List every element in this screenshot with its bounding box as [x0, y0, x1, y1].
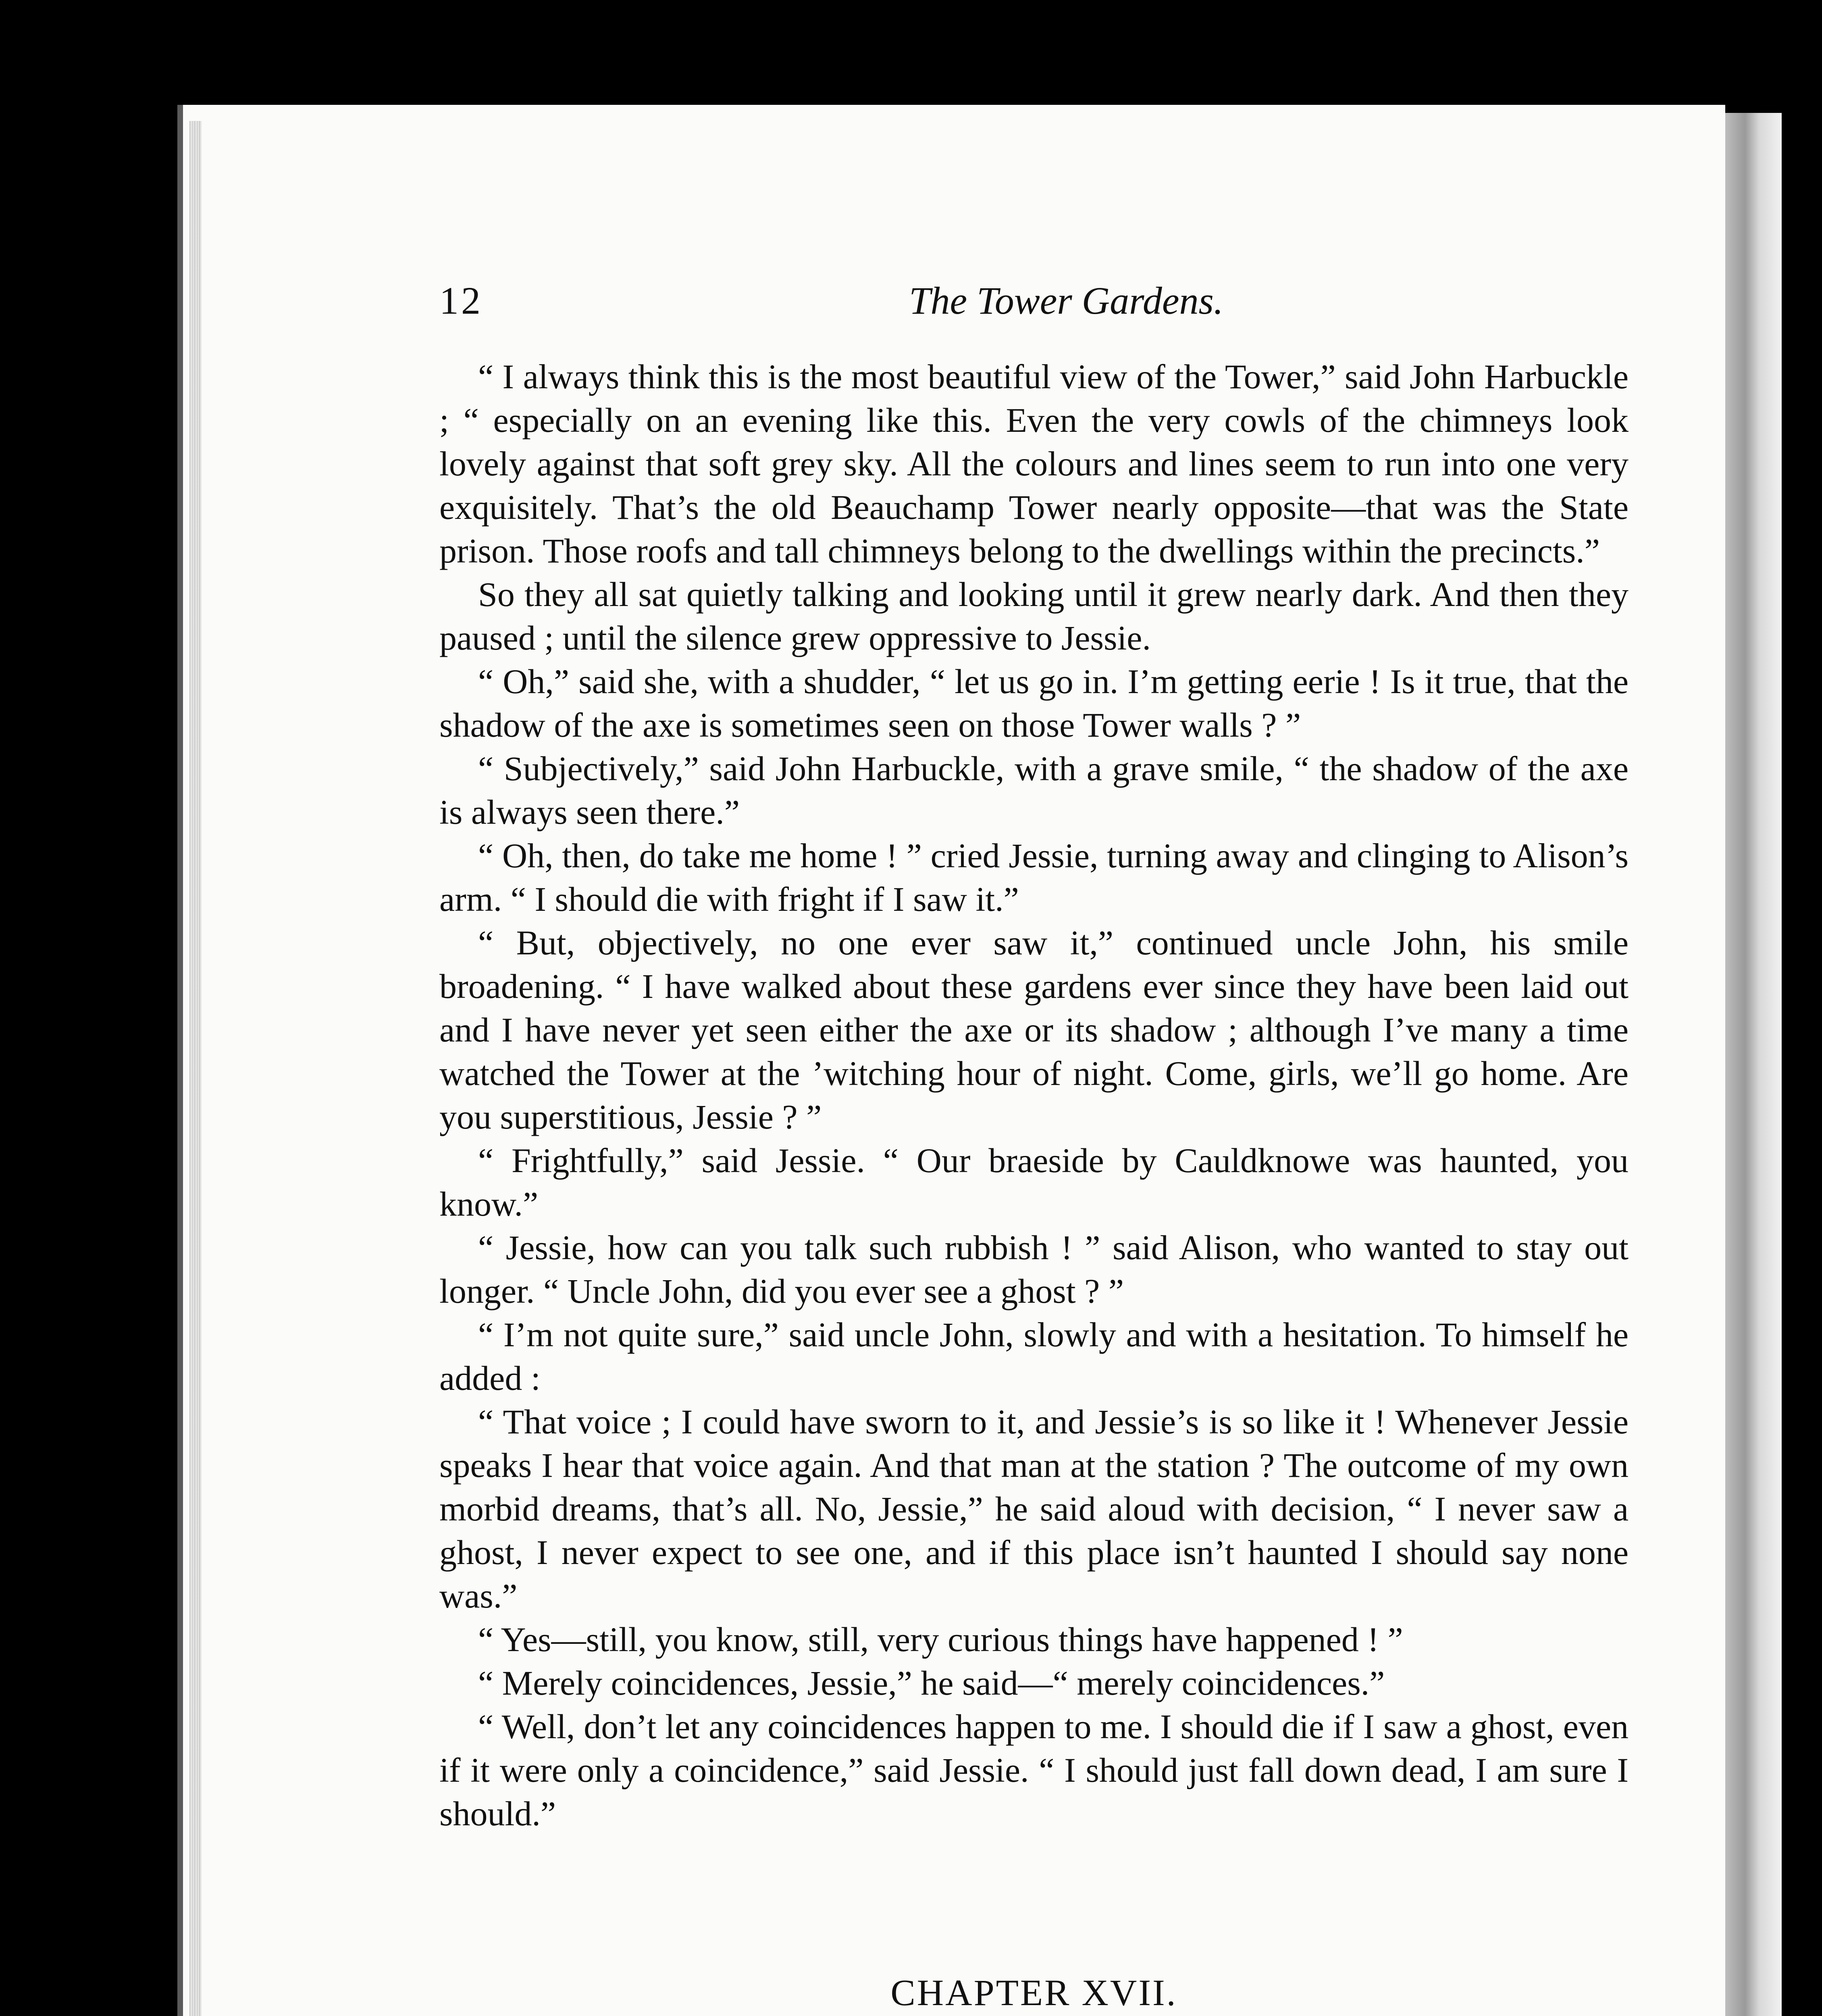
paragraph: “ I always think this is the most beautiful view of the Tower,” said John Harbuckle ; “ especially on an evening like this. Even the very cowls of the chimneys look lovely against that soft grey sky. All the colours and lines seem to run into one very exquisitely. That’s the old Beauchamp Tower nearly opposite—that was the State prison. Those roofs and tall chimneys belong to the dwellings within the precincts.” [439, 357, 1629, 570]
paragraph: “ But, objectively, no one ever saw it,” continued uncle John, his smile broadening. “ I have walked about these gardens ever since they have been laid out and I have never yet seen either the axe or its shadow ; although I’ve many a time watched the Tower at the ’witching hour of night. Come, girls, we’ll go home. Are you superstitious, Jessie ? ” [439, 923, 1629, 1136]
paragraph: So they all sat quietly talking and looking until it grew nearly dark. And then they paused ; until the silence grew oppressive to Jessie. [439, 575, 1629, 657]
page-number: 12 [439, 279, 483, 322]
paragraph: “ Oh, then, do take me home ! ” cried Jessie, turning away and clinging to Alison’s arm. “ I should die with fright if I saw it.” [439, 836, 1629, 918]
paragraph: “ Subjectively,” said John Harbuckle, with a grave smile, “ the shadow of the axe is always seen there.” [439, 749, 1629, 831]
page-edge-left [189, 121, 202, 2016]
paragraph: “ Frightfully,” said Jessie. “ Our braeside by Cauldknowe was haunted, you know.” [439, 1141, 1629, 1223]
running-head-title: The Tower Gardens. [909, 279, 1223, 322]
running-head [439, 278, 1629, 327]
paragraph: “ Jessie, how can you talk such rubbish ! ” said Alison, who wanted to stay out longer. “ Uncle John, did you ever see a ghost ? ” [439, 1228, 1629, 1310]
chapter-title: CHAPTER XVII. [890, 1972, 1177, 2013]
paragraph: “ Well, don’t let any coincidences happen to me. I should die if I saw a ghost, even if it were only a coincidence,” said Jessie. “ I should just fall down dead, I am sure I should.” [439, 1707, 1629, 1833]
body-text [439, 355, 1629, 2016]
paragraph: “ Yes—still, you know, still, very curious things have happened ! ” [478, 1620, 1403, 1659]
paragraph: “ That voice ; I could have sworn to it, and Jessie’s is so like it ! Whenever Jessie speaks I hear that voice again. And that man at the station ? The outcome of my own morbid dreams, that’s all. No, Jessie,” he said aloud with decision, “ I never saw a ghost, I never expect to see one, and if this place isn’t haunted I should say none was.” [439, 1402, 1629, 1615]
page-edge-right [1725, 113, 1782, 2016]
paragraph: “ Merely coincidences, Jessie,” he said—“ merely coincidences.” [478, 1664, 1385, 1702]
paragraph: “ Oh,” said she, with a shudder, “ let us go in. I’m getting eerie ! Is it true, that the shadow of the axe is sometimes seen on those Tower walls ? ” [439, 662, 1629, 744]
paragraph: “ I’m not quite sure,” said uncle John, slowly and with a hesitation. To himself he added : [439, 1315, 1629, 1397]
